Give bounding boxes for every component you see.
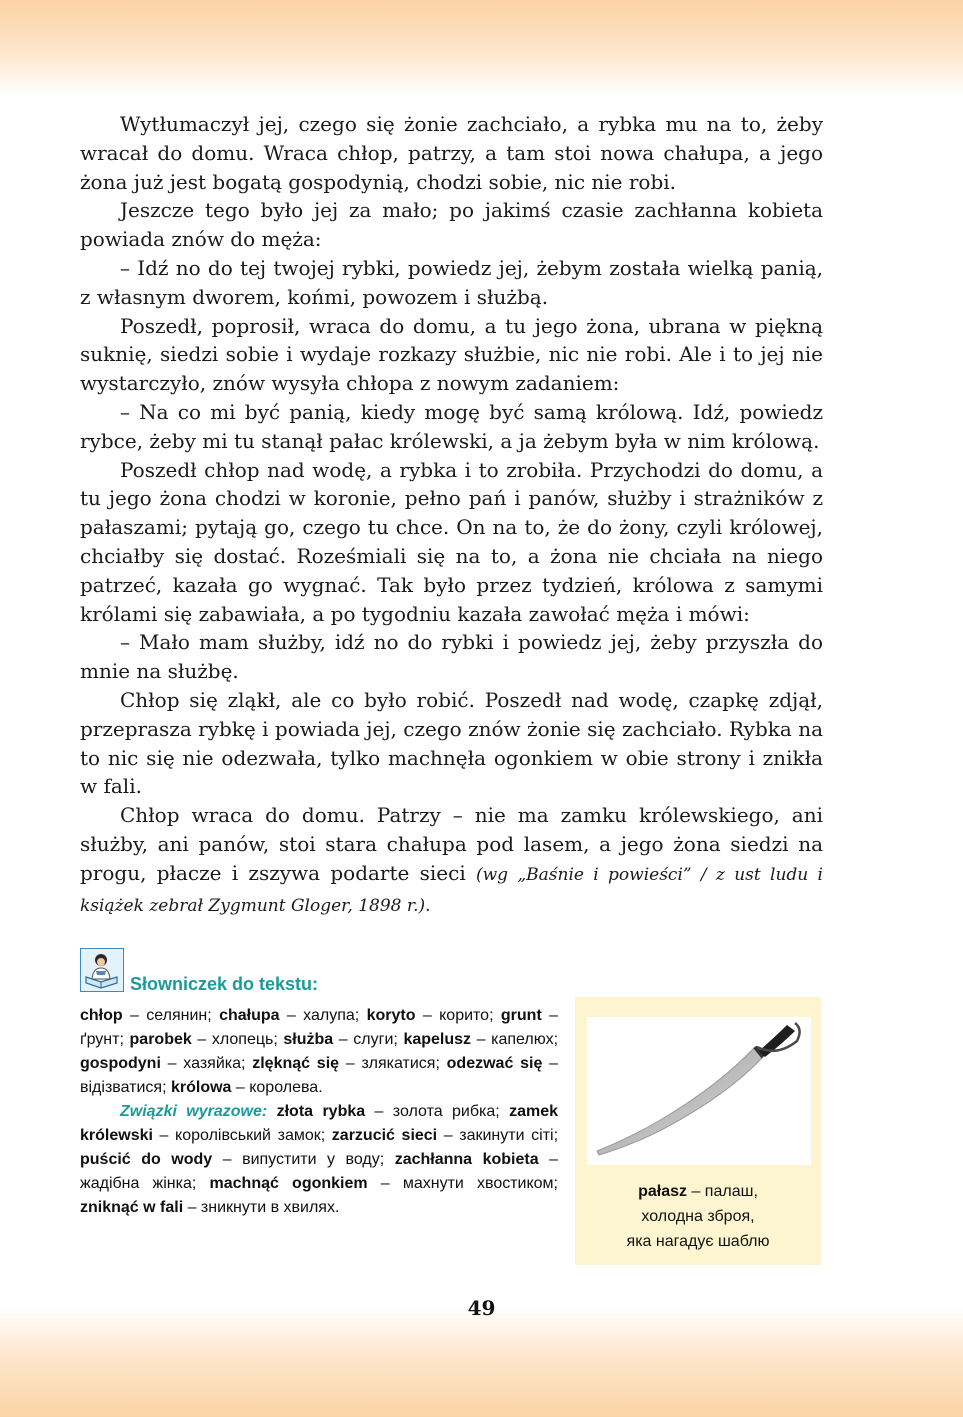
term: zarzucić sieci — [331, 1127, 438, 1144]
paragraph: – Na co mi być panią, kiedy mogę być samą królową. Idź, powiedz rybce, żeby mi tu stanął pałac królewski, a ja żebym była w nim królową. — [80, 399, 823, 453]
term: machnąć ogonkiem — [209, 1175, 368, 1192]
caption-line: яка нагадує шаблю — [626, 1233, 770, 1250]
translation: – випустити у воду; — [212, 1151, 395, 1168]
term: koryto — [366, 1007, 416, 1024]
paragraph: Jeszcze tego było jej za mało; po jakimś czasie zachłanna kobieta powiada znów do męża: — [80, 198, 823, 252]
term: chłop — [80, 1007, 123, 1024]
caption-text: – палаш, — [687, 1183, 758, 1200]
term: zachłanna kobieta — [394, 1151, 539, 1168]
term: grunt — [500, 1007, 542, 1024]
top-decor-band — [0, 0, 963, 95]
vocabulary-header — [80, 948, 680, 996]
translation: – закинути сіті; — [437, 1127, 559, 1144]
translation: – ґрунт; — [80, 1007, 559, 1048]
paragraph: Chłop się zląkł, ale co było robić. Poszedł nad wodę, czapkę zdjął, przeprasza rybkę i powiada jej, czego znów żonie się zachciało. Rybka na to nic się nie odezwała, tylko machnęła ogonkiem w obie strony i znikła w fali. — [80, 687, 823, 799]
term: puścić do wody — [80, 1151, 213, 1168]
translation: – капелюх; — [471, 1031, 559, 1048]
source-citation: (wg „Baśnie i powieści” / z ust ludu i książek zebrał Zygmunt Gloger, 1898 r.). — [80, 864, 823, 916]
term: gospodyni — [80, 1055, 161, 1072]
term: zamek królewski — [80, 1103, 559, 1144]
translation: – хазяйка; — [160, 1055, 253, 1072]
term: parobek — [129, 1031, 192, 1048]
term: służba — [283, 1031, 334, 1048]
sword-illustration-box — [575, 997, 821, 1265]
translation: – корито; — [415, 1007, 501, 1024]
vocabulary-words — [80, 1004, 558, 1100]
paragraph: – Mało mam służby, idź no do rybki i powiedz jej, żeby przyszła do mnie na służbę. — [80, 630, 823, 684]
paragraph: Wytłumaczył jej, czego się żonie zachciało, a rybka mu na to, żeby wracał do domu. Wraca chłop, patrzy, a tam stoi nowa chałupa, a jego żona już jest bogatą gospodynią, chodzi sobie, nic nie robi. — [80, 112, 823, 194]
paragraph: Poszedł, poprosił, wraca do domu, a tu jego żona, ubrana w piękną suknię, siedzi sobie i wydaje rozkazy służbie, nic nie robi. Ale i to jej nie wystarczyło, znów wysyła chłopa z nowym zadaniem: — [80, 313, 823, 396]
term: zniknąć w fali — [80, 1199, 184, 1216]
translation: – махнути хвостиком; — [367, 1175, 559, 1192]
term: kapelusz — [403, 1031, 472, 1048]
translation: – жадібна жінка; — [80, 1151, 559, 1192]
vocabulary-list — [80, 1004, 558, 1220]
paragraph-text: Chłop wraca do domu. Patrzy – nie ma zamku królewskiego, ani służby, ani panów, stoi stara chałupa pod lasem, a jego żona siedzi na progu, płacze i zszywa podarte sieci — [80, 803, 823, 885]
translation: – хлопець; — [191, 1031, 284, 1048]
paragraph: – Idź no do tej twojej rybki, powiedz jej, żebym została wielką panią, z własnym dworem, końmi, powozem i służbą. — [80, 255, 823, 309]
translation: – відізватися; — [80, 1055, 558, 1096]
translation: – золота рибка; — [365, 1103, 510, 1120]
translation: – королева. — [231, 1079, 323, 1096]
translation: – халупа; — [279, 1007, 367, 1024]
translation: – слуги; — [333, 1031, 404, 1048]
bottom-decor-band — [0, 1307, 963, 1417]
story-text — [80, 110, 823, 920]
term: chałupa — [219, 1007, 280, 1024]
translation: – злякатися; — [339, 1055, 447, 1072]
term: królowa — [170, 1079, 232, 1096]
translation: – королівський замок; — [152, 1127, 332, 1144]
term: zlęknąć się — [252, 1055, 340, 1072]
phrases-label: Związki wyrazowe: — [120, 1103, 268, 1120]
term: złota rybka — [276, 1103, 366, 1120]
page-number: 49 — [467, 1296, 496, 1320]
sword-image — [587, 1017, 811, 1165]
term: odezwać się — [446, 1055, 543, 1072]
caption-term: pałasz — [638, 1183, 688, 1200]
caption-line — [575, 1179, 821, 1204]
book-reader-icon — [80, 948, 124, 992]
vocabulary-title: Słowniczek do tekstu: — [130, 974, 319, 994]
paragraph-last — [80, 801, 823, 920]
translation: – зникнути в хвилях. — [183, 1199, 340, 1216]
paragraph: Poszedł chłop nad wodę, a rybka i to zrobiła. Przychodzi do domu, a tu jego żona chodzi w koronie, pełno pań i panów, służby i strażników z pałaszami; pytają go, czego tu chce. On na to, że do żony, czyli królowej, chciałby się dostać. Roześmiali się na to, a żona nie chciała na niego patrzeć, kazała go wygnać. Tak było przez tydzień, królowa z samymi królami się zabawiała, a po tygodniu kazała zawołać męża i mówi: — [80, 457, 823, 626]
caption-line: холодна зброя, — [641, 1208, 755, 1225]
translation: – селянин; — [122, 1007, 220, 1024]
sword-caption — [575, 1179, 821, 1254]
phrases — [80, 1100, 558, 1220]
